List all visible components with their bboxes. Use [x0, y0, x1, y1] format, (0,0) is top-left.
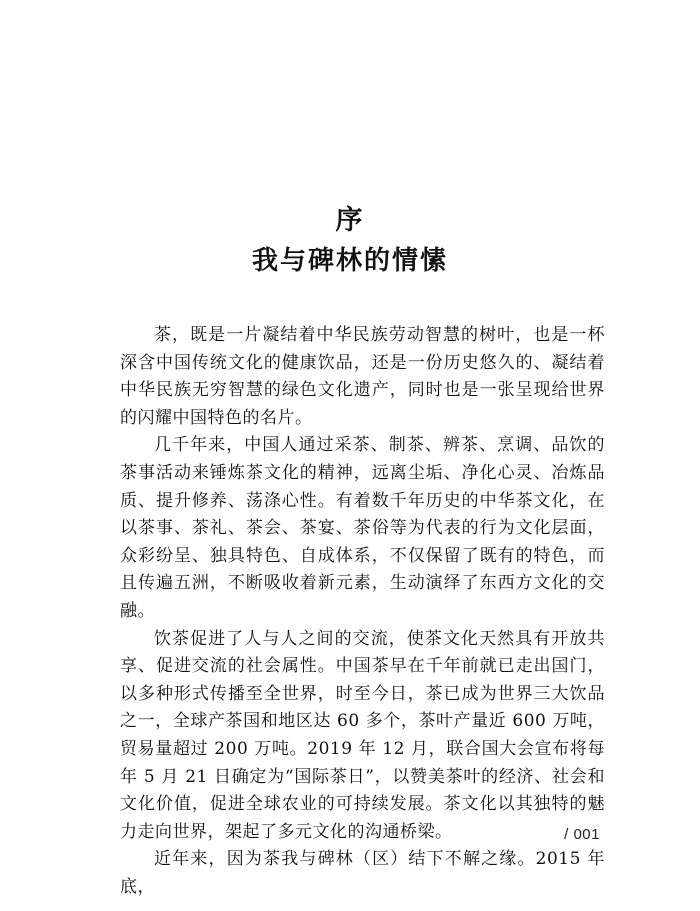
body-text [120, 322, 605, 901]
paragraph: 近年来，因为茶我与碑林（区）结下不解之缘。2015 年底， [120, 849, 605, 897]
paragraph: 几千年来，中国人通过采茶、制茶、辨茶、烹调、品饮的茶事活动来锤炼茶文化的精神，远离尘垢、净化心灵、冶炼品质、提升修养、荡涤心性。有着数千年历史的中华茶文化，在以茶事、茶礼、茶会、茶宴、茶俗等为代表的行为文化层面，众彩纷呈、独具特色、自成体系，不仅保留了既有的特色，而且传遍五洲，不断吸收着新元素，生动演绎了东西方文化的交融。 [120, 435, 605, 621]
page-number: / 001 [564, 826, 600, 843]
paragraph: 茶，既是一片凝结着中华民族劳动智慧的树叶，也是一杯深含中国传统文化的健康饮品，还是一份历史悠久的、凝结着中华民族无穷智慧的绿色文化遗产，同时也是一张呈现给世界的闪耀中国特色的名片。 [120, 325, 605, 428]
preface-title: 我与碑林的情愫 [251, 246, 448, 276]
paragraph: 饮茶促进了人与人之间的交流，使茶文化天然具有开放共享、促进交流的社会属性。中国茶早在千年前就已走出国门，以多种形式传播至全世界，时至今日，茶已成为世界三大饮品之一，全球产茶国和地区达 60 多个，茶叶产量近 600 万吨，贸易量超过 200 万吨。2019 年 12 月，联合国大会宣布将每年 5 月 21 日确定为“国际茶日”，以赞美茶叶的经济、社会和文化价值，促进全球农业的可持续发展。茶文化以其独特的魅力走向世界，架起了多元文化的沟通桥梁。 [120, 628, 605, 842]
chapter-heading: 序 [335, 205, 365, 236]
